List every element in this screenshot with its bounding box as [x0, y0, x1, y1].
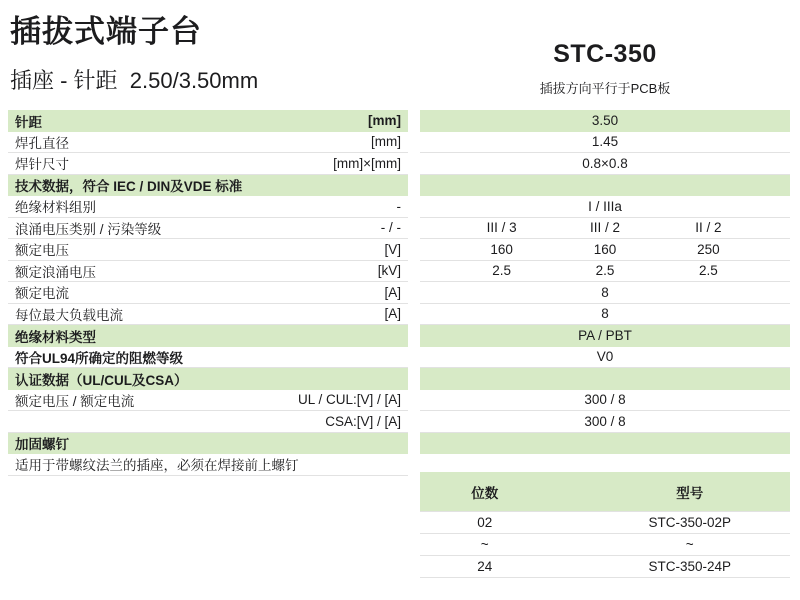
spec-label: 每位最大负载电流	[15, 307, 123, 323]
spec-label-cell	[8, 411, 408, 433]
spec-value-cell	[420, 411, 790, 433]
part-number-row	[420, 534, 790, 556]
spec-value-cell	[420, 132, 790, 154]
section-header-label: 技术数据，符合 IEC / DIN及VDE 标准	[15, 179, 243, 195]
column-gap	[408, 454, 420, 476]
column-gap	[408, 239, 420, 261]
model-value: ~	[685, 537, 694, 552]
spec-value: 300 / 8	[584, 392, 626, 408]
column-gap	[408, 218, 420, 240]
spec-unit: -	[396, 198, 401, 214]
spec-value-col2: 160	[593, 241, 617, 257]
spec-value-col3: 250	[697, 241, 720, 257]
spec-row-ul94-flammability	[8, 347, 790, 369]
column-gap	[408, 175, 420, 197]
spec-label-cell	[8, 304, 408, 326]
column-gap	[408, 347, 420, 369]
spec-value-cell	[420, 218, 790, 240]
column-gap	[408, 433, 420, 455]
spec-label-cell	[8, 347, 408, 369]
spec-value: V0	[596, 349, 614, 365]
section-header-cell	[8, 433, 408, 455]
spec-label: 额定电流	[15, 286, 69, 302]
model-column-header: 型号	[676, 485, 704, 501]
spec-label: 绝缘材料组别	[15, 200, 96, 216]
spec-row-pin-size	[8, 153, 790, 175]
positions-value: 24	[477, 559, 493, 574]
spec-row-max-load-current	[8, 304, 790, 326]
spec-row-hole-diameter	[8, 132, 790, 154]
spec-value: 300 / 8	[584, 413, 626, 429]
spec-value-col1: 160	[490, 241, 513, 257]
spec-label-cell	[8, 153, 408, 175]
spec-row-csa-rating	[8, 411, 790, 433]
spec-value-col2: 2.5	[595, 263, 615, 279]
spec-section-certification-data	[8, 368, 790, 390]
spec-row-rated-surge-voltage	[8, 261, 790, 283]
section-header-cell	[8, 325, 408, 347]
spec-unit: - / -	[380, 220, 401, 236]
spec-value-col3: II / 2	[695, 220, 722, 236]
spec-unit: [A]	[384, 306, 401, 322]
spec-label: 焊孔直径	[15, 135, 69, 151]
positions-value: ~	[480, 537, 489, 552]
spec-label: 适用于带螺纹法兰的插座，必须在焊接前上螺钉	[15, 458, 299, 474]
column-gap	[408, 304, 420, 326]
spec-label: 额定电压 / 额定电流	[15, 393, 135, 409]
spec-row-surge-category	[8, 218, 790, 240]
spec-row-pitch	[8, 110, 790, 132]
spec-label-cell	[8, 282, 408, 304]
spec-label: 额定电压	[15, 243, 69, 259]
spec-label-cell	[8, 218, 408, 240]
spec-value-col3: 2.5	[698, 263, 718, 279]
spec-value-cell	[420, 347, 790, 369]
spec-value: PA / PBT	[578, 328, 632, 344]
spec-label-cell	[8, 196, 408, 218]
model-value: STC-350-02P	[648, 515, 732, 530]
spec-value-cell	[420, 153, 790, 175]
spec-unit: [kV]	[377, 263, 401, 279]
part-number-header-row	[420, 472, 790, 512]
spec-label: 额定浪涌电压	[15, 264, 96, 280]
spec-label: 针距	[15, 114, 42, 130]
spec-label: 焊针尺寸	[15, 157, 69, 173]
spec-unit: [mm]×[mm]	[333, 155, 401, 171]
spec-value: 3.50	[591, 113, 619, 129]
spec-value-cell	[420, 110, 790, 132]
model-value: STC-350-24P	[648, 559, 732, 574]
page-title: 插拔式端子台	[10, 14, 202, 49]
spec-unit: UL / CUL:[V] / [A]	[297, 392, 401, 408]
spec-value: 8	[601, 306, 609, 322]
spec-label: 浪涌电压类别 / 污染等级	[15, 221, 162, 237]
column-gap	[408, 261, 420, 283]
spec-label-cell	[8, 454, 408, 476]
column-gap	[408, 325, 420, 347]
spec-value-cell	[420, 325, 790, 347]
spec-value-col1: 2.5	[492, 263, 512, 279]
column-gap	[408, 282, 420, 304]
section-header-band	[420, 368, 790, 390]
section-header-label: 加固螺钉	[15, 437, 69, 453]
column-gap	[408, 132, 420, 154]
spec-value-cell	[420, 261, 790, 283]
spec-row-rated-voltage	[8, 239, 790, 261]
column-gap	[408, 153, 420, 175]
positions-column-header: 位数	[471, 485, 499, 501]
spec-label-cell	[8, 239, 408, 261]
spec-value: I / IIIa	[588, 198, 622, 214]
column-gap	[408, 368, 420, 390]
model-number: STC-350	[553, 40, 657, 68]
spec-value-col2: III / 2	[589, 220, 620, 236]
spec-value: 1.45	[591, 134, 619, 150]
spec-label: 符合UL94所确定的阻燃等级	[15, 350, 184, 366]
spec-unit: [A]	[384, 284, 401, 300]
spec-row-rated-current	[8, 282, 790, 304]
spec-label-cell	[8, 110, 408, 132]
positions-value: 02	[477, 515, 493, 530]
spec-section-technical-data	[8, 175, 790, 197]
spec-unit: [V]	[384, 241, 401, 257]
section-header-cell	[8, 175, 408, 197]
part-number-table	[420, 472, 790, 578]
spec-section-fixing-screw	[8, 433, 790, 455]
spec-row-insulation-group	[8, 196, 790, 218]
spec-value-cell	[420, 196, 790, 218]
spec-value-cell	[420, 304, 790, 326]
part-number-row	[420, 556, 790, 578]
spec-value-cell	[420, 390, 790, 412]
spec-unit: [mm]	[371, 134, 401, 150]
spec-value-cell	[420, 239, 790, 261]
spec-label-cell	[8, 390, 408, 412]
spec-value: 8	[601, 284, 609, 300]
section-header-label: 认证数据（UL/CUL及CSA）	[15, 372, 188, 388]
part-number-row	[420, 512, 790, 534]
spec-label-cell	[8, 132, 408, 154]
spec-unit: CSA:[V] / [A]	[325, 413, 401, 429]
spec-value-col1: III / 3	[486, 220, 517, 236]
spec-row-ul-cul-rating	[8, 390, 790, 412]
column-gap	[408, 411, 420, 433]
section-header-band	[420, 433, 790, 455]
column-gap	[408, 196, 420, 218]
section-header-band	[420, 175, 790, 197]
page-subtitle: 插座 - 针距 2.50/3.50mm	[10, 68, 259, 93]
spec-table	[8, 110, 790, 476]
column-gap	[408, 110, 420, 132]
spec-section-insulation-material	[8, 325, 790, 347]
spec-label-cell	[8, 261, 408, 283]
model-note: 插拔方向平行于PCB板	[539, 81, 671, 96]
column-gap	[408, 390, 420, 412]
spec-value-cell	[420, 282, 790, 304]
section-header-cell	[8, 368, 408, 390]
spec-unit: [mm]	[368, 113, 401, 129]
section-header-label: 绝缘材料类型	[15, 329, 96, 345]
spec-value: 0.8×0.8	[582, 155, 628, 171]
